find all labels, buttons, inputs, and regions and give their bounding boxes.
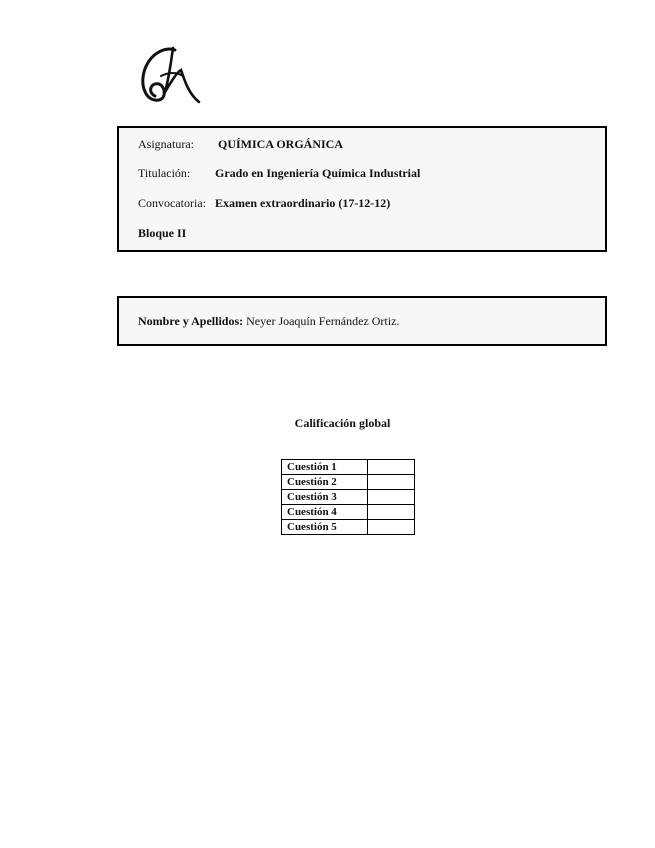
- asignatura-value: QUÍMICA ORGÁNICA: [218, 137, 344, 151]
- question-score: [368, 475, 415, 490]
- question-score: [368, 460, 415, 475]
- convocatoria-value: Examen extraordinario (17-12-12): [215, 196, 391, 210]
- titulacion-value: Grado en Ingeniería Química Industrial: [215, 166, 421, 180]
- convocatoria-row: [138, 196, 391, 211]
- question-label: Cuestión 4: [282, 505, 368, 520]
- student-name-label: Nombre y Apellidos:: [138, 314, 244, 328]
- global-grade-title: Calificación global: [294, 416, 391, 430]
- student-name-box: [117, 296, 607, 346]
- table-row: [282, 490, 415, 505]
- question-label: Cuestión 2: [282, 475, 368, 490]
- convocatoria-label: Convocatoria:: [138, 196, 206, 210]
- titulacion-label: Titulación:: [138, 166, 191, 180]
- question-score: [368, 505, 415, 520]
- exam-info-box: [117, 126, 607, 252]
- university-logo-icon: [135, 42, 205, 108]
- question-score: [368, 490, 415, 505]
- student-name-row: [138, 314, 399, 329]
- bloque-label: Bloque II: [138, 226, 187, 240]
- student-name-value: Neyer Joaquín Fernández Ortiz.: [246, 314, 400, 328]
- question-score: [368, 520, 415, 535]
- table-row: [282, 475, 415, 490]
- asignatura-row: [138, 137, 344, 152]
- question-label: Cuestión 1: [282, 460, 368, 475]
- titulacion-row: [138, 166, 421, 181]
- grades-table: [281, 459, 415, 535]
- table-row: [282, 520, 415, 535]
- table-row: [282, 460, 415, 475]
- question-label: Cuestión 3: [282, 490, 368, 505]
- question-label: Cuestión 5: [282, 520, 368, 535]
- asignatura-label: Asignatura:: [138, 137, 194, 151]
- table-row: [282, 505, 415, 520]
